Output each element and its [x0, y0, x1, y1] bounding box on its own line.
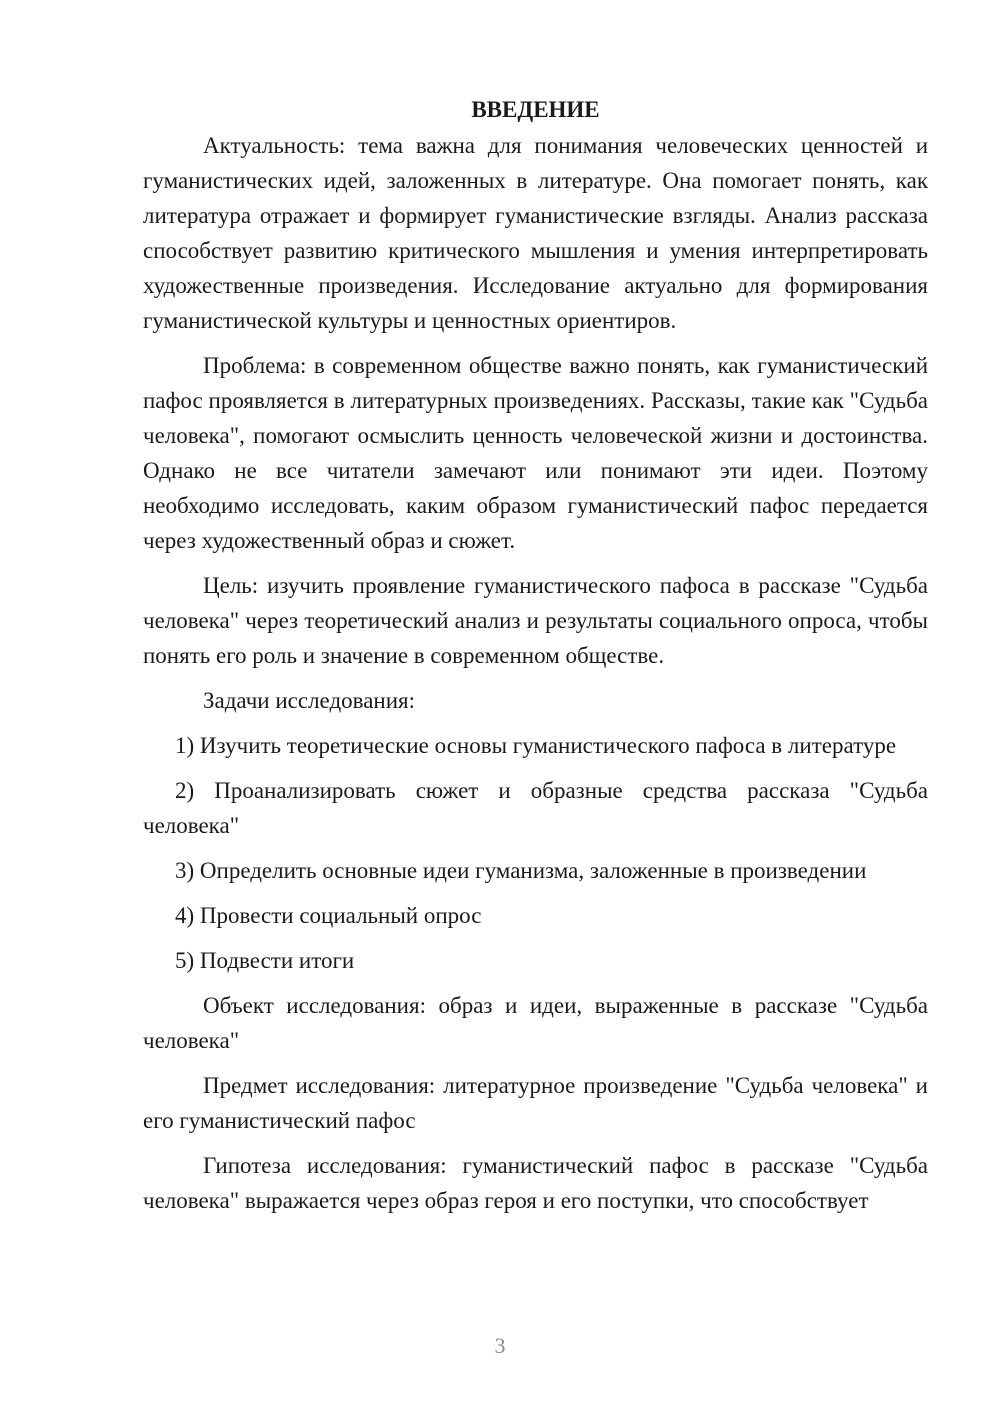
- document-page: [143, 92, 928, 1228]
- list-item: 3) Определить основные идеи гуманизма, заложенные в произведении: [175, 858, 867, 883]
- tasks-heading: Задачи исследования:: [203, 688, 416, 713]
- page-number: 3: [494, 1333, 506, 1358]
- paragraph-problem: Проблема: в современном обществе важно понять, как гуманистический пафос проявляется в литературных произведениях. Рассказы, такие как "Судьба человека", помогают осмыслить ценность человеческой жизни и достоинства. Однако не все читатели замечают или понимают эти идеи. Поэтому необходимо исследовать, каким образом гуманистический пафос передается через художественный образ и сюжет.: [143, 353, 928, 553]
- paragraph-relevance: Актуальность: тема важна для понимания человеческих ценностей и гуманистических идей, заложенных в литературе. Она помогает понять, как литература отражает и формирует гуманистические взгляды. Анализ рассказа способствует развитию критического мышления и умения интерпретировать художественные произведения. Исследование актуально для формирования гуманистической культуры и ценностных ориентиров.: [143, 133, 928, 333]
- list-item: 1) Изучить теоретические основы гуманистического пафоса в литературе: [175, 733, 897, 758]
- paragraph-goal: Цель: изучить проявление гуманистического пафоса в рассказе "Судьба человека" через теоретический анализ и результаты социального опроса, чтобы понять его роль и значение в современном обществе.: [143, 573, 928, 668]
- tasks-list: [143, 728, 928, 978]
- list-item: 5) Подвести итоги: [175, 948, 355, 973]
- section-title: ВВЕДЕНИЕ: [471, 97, 600, 122]
- paragraph-subject: Предмет исследования: литературное произведение "Судьба человека" и его гуманистический пафос: [143, 1073, 928, 1133]
- paragraph-hypothesis: Гипотеза исследования: гуманистический пафос в рассказе "Судьба человека" выражается через образ героя и его поступки, что способствует: [143, 1153, 928, 1213]
- paragraph-object: Объект исследования: образ и идеи, выраженные в рассказе "Судьба человека": [143, 993, 928, 1053]
- list-item: 2) Проанализировать сюжет и образные средства рассказа "Судьба человека": [143, 778, 928, 838]
- list-item: 4) Провести социальный опрос: [175, 903, 482, 928]
